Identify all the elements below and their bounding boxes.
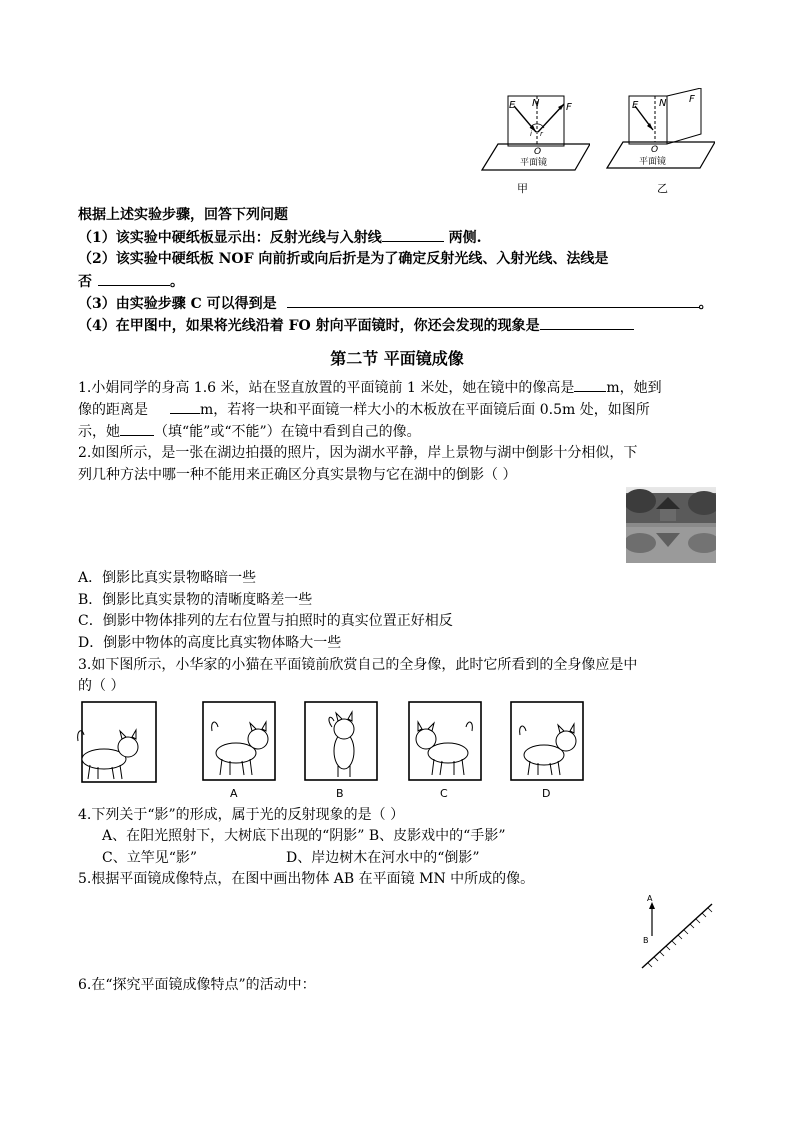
label-f: F [566, 102, 572, 113]
p1-text-2a: 像的距离是 [78, 402, 148, 418]
p1-text-3b: （填“能”或“不能”）在镜中看到自己的像。 [154, 424, 421, 440]
question-2: （2）该实验中硬纸板 NOF 向前折或向后折是为了确定反射光线、入射光线、法线是 [78, 251, 609, 267]
problem-2-line-1: 2.如图所示，是一张在湖边拍摄的照片，因为湖水平静，岸上景物与湖中倒影十分相似，下 [78, 445, 638, 461]
problem-1-line-3 [78, 421, 421, 442]
p1-text-1a: 1.小娟同学的身高 1.6 米，站在竖直放置的平面镜前 1 米处，她在镜中的像高是 [78, 380, 575, 396]
q2-blank[interactable] [98, 271, 170, 286]
problem-2-line-2: 列几种方法中哪一种不能用来正确区分真实景物与它在湖中的倒影（ ） [78, 467, 517, 483]
cat-option-d-image [510, 701, 584, 781]
question-4 [78, 315, 634, 336]
point-a-label: A [647, 894, 653, 903]
q2-text-b: 否 [78, 274, 92, 290]
lake-photo [626, 487, 716, 563]
problem-1-line-2 [78, 399, 650, 420]
label-f-right: F [689, 94, 695, 105]
problem-4-line-2: A、在阳光照射下，大树底下出现的“阴影” B、皮影戏中的“手影” [102, 828, 506, 844]
p1-text-1b: m，她到 [606, 380, 662, 396]
section-title: 第二节 平面镜成像 [330, 349, 464, 368]
label-a: A [230, 787, 238, 800]
question-3 [78, 293, 713, 314]
problem-1-line-1 [78, 377, 662, 398]
p1-blank-2[interactable] [170, 399, 200, 414]
point-b-label: B [643, 936, 649, 945]
q1-blank[interactable] [382, 227, 444, 242]
problem-3-line-2: 的（ ） [78, 678, 125, 694]
p1-blank-1[interactable] [574, 377, 606, 392]
mirror-label-right: 平面镜 [639, 157, 667, 167]
question-2-cont [78, 271, 184, 292]
p1-text-3a: 示，她 [78, 424, 120, 440]
q1-text: （1）该实验中硬纸板显示出：反射光线与入射线 [78, 230, 382, 246]
q3-text: （3）由实验步骤 C 可以得到是 [78, 296, 277, 312]
problem-3-line-1: 3.如下图所示，小华家的小猫在平面镜前欣赏自己的全身像，此时它所看到的全身像应是中 [78, 657, 638, 673]
cat-option-c-image [408, 701, 482, 781]
label-d: D [542, 787, 551, 800]
label-c: C [440, 787, 448, 800]
q4-text: （4）在甲图中，如果将光线沿着 FO 射向平面镜时，你还会发现的现象是 [78, 318, 540, 334]
label-o-right: O [651, 145, 659, 155]
label-n: N [532, 98, 540, 109]
label-o: O [534, 147, 542, 157]
q1-suffix: 两侧. [443, 230, 482, 246]
cat-option-b-image [304, 701, 378, 781]
problem-5-line-1: 5.根据平面镜成像特点，在图中画出物体 AB 在平面镜 MN 中所成的像。 [78, 871, 535, 887]
problem-4-line-3a: C、立竿见“影” [102, 850, 198, 866]
reflection-experiment-figure-left [480, 92, 590, 192]
intro-text: 根据上述实验步骤，回答下列问题 [78, 207, 288, 223]
option-d: D．倒影中物体的高度比真实物体略大一些 [78, 635, 342, 651]
mirror-ab-figure [636, 890, 720, 974]
cat-mirror-figure [74, 701, 159, 785]
reflection-experiment-figure-right [605, 88, 715, 188]
q3-suffix: 。 [698, 296, 713, 312]
q3-blank[interactable] [287, 293, 699, 308]
label-n-right: N [659, 98, 667, 109]
label-e: E [509, 100, 516, 111]
option-c: C．倒影中物体排列的左右位置与拍照时的真实位置正好相反 [78, 613, 453, 629]
q2-suffix: 。 [170, 274, 184, 290]
mirror-label: 平面镜 [520, 158, 548, 168]
question-1 [78, 227, 482, 248]
option-a: A．倒影比真实景物略暗一些 [78, 570, 257, 586]
problem-4-line-3b: D、岸边树木在河水中的“倒影” [286, 850, 480, 866]
q4-blank[interactable] [540, 315, 634, 330]
cat-option-a-image [202, 701, 276, 781]
label-i: i [530, 130, 532, 138]
p1-blank-3[interactable] [120, 421, 154, 436]
label-b: B [336, 787, 344, 800]
problem-4-line-1: 4.下列关于“影”的形成，属于光的反射现象的是（ ） [78, 807, 405, 823]
option-b: B．倒影比真实景物的清晰度略差一些 [78, 592, 313, 608]
label-r: r [540, 130, 543, 138]
problem-6-line-1: 6.在“探究平面镜成像特点”的活动中： [78, 977, 316, 993]
caption-yi: 乙 [657, 182, 668, 195]
caption-jia: 甲 [517, 182, 528, 195]
p1-text-2b: m，若将一块和平面镜一样大小的木板放在平面镜后面 0.5m 处，如图所 [200, 402, 650, 418]
label-e-right: E [632, 100, 639, 111]
